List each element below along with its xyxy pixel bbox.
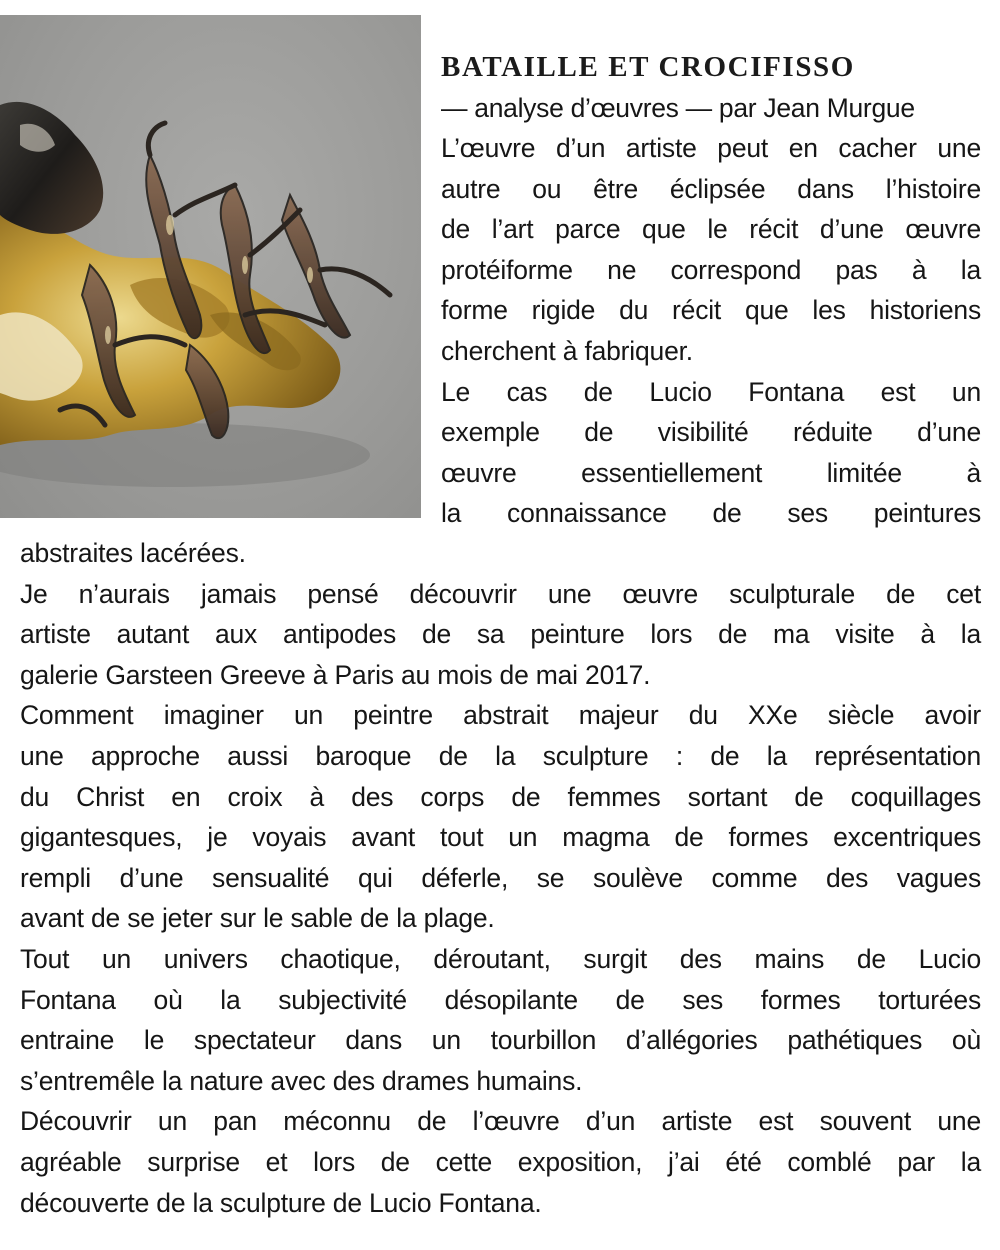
text-line: Je n’aurais jamais pensé découvrir une œuvre sculpturale de cet <box>20 578 981 609</box>
text-line: Fontana où la subjectivité désopilante de ses formes torturées <box>20 984 981 1015</box>
text-line: Le cas de Lucio Fontana est un <box>441 376 981 407</box>
text-line: s’entremêle la nature avec des drames humains. <box>20 1065 583 1096</box>
text-line: œuvre essentiellement limitée à <box>441 457 981 488</box>
article-byline: — analyse d’œuvres — par Jean Murgue <box>441 93 915 123</box>
text-line: protéiforme ne correspond pas à la <box>441 254 981 285</box>
text-line: rempli d’une sensualité qui déferle, se soulève comme des vagues <box>20 862 981 893</box>
text-full-width <box>20 533 981 1223</box>
text-line: avant de se jeter sur le sable de la plage. <box>20 903 495 934</box>
text-column-beside-photo <box>441 128 981 534</box>
sculpture-photo-icon <box>0 15 421 518</box>
text-line: gigantesques, je voyais avant tout un magma de formes excentriques <box>20 822 981 853</box>
text-line: du Christ en croix à des corps de femmes sortant de coquillages <box>20 781 981 812</box>
text-line: Comment imaginer un peintre abstrait majeur du XXe siècle avoir <box>20 700 981 731</box>
text-line: la connaissance de ses peintures <box>441 498 981 529</box>
text-line: abstraites lacérées. <box>20 538 246 568</box>
article-title: BATAILLE ET CROCIFISSO <box>441 51 855 83</box>
text-line: autre ou être éclipsée dans l’histoire <box>441 173 981 204</box>
text-line: Tout un univers chaotique, déroutant, surgit des mains de Lucio <box>20 943 981 974</box>
text-line: entraine le spectateur dans un tourbillon d’allégories pathétiques où <box>20 1025 981 1056</box>
sculpture-photo <box>0 15 421 518</box>
text-line: agréable surprise et lors de cette exposition, j’ai été comblé par la <box>20 1146 981 1177</box>
text-line: exemple de visibilité réduite d’une <box>441 417 981 448</box>
text-line: découverte de la sculpture de Lucio Fontana. <box>20 1187 542 1218</box>
text-line: cherchent à fabriquer. <box>441 335 693 366</box>
text-line: L’œuvre d’un artiste peut en cacher une <box>441 133 981 163</box>
text-line: galerie Garsteen Greeve à Paris au mois de mai 2017. <box>20 659 651 690</box>
text-line: une approche aussi baroque de la sculpture : de la représentation <box>20 740 981 771</box>
text-line: forme rigide du récit que les historiens <box>441 295 981 326</box>
text-line: Découvrir un pan méconnu de l’œuvre d’un artiste est souvent une <box>20 1106 981 1137</box>
text-line: artiste autant aux antipodes de sa peinture lors de ma visite à la <box>20 619 981 650</box>
text-line: de l’art parce que le récit d’une œuvre <box>441 214 981 245</box>
